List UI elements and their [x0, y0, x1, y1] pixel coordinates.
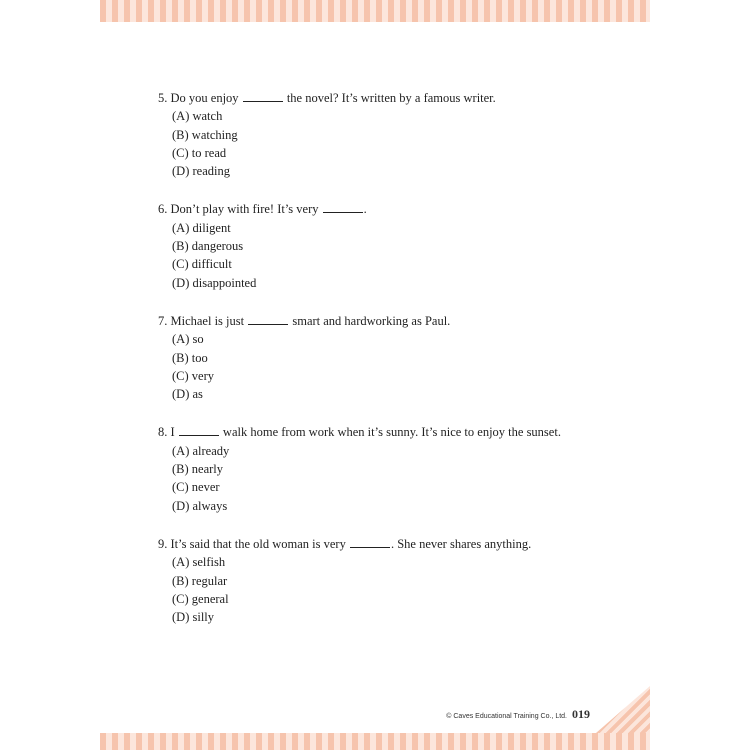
option-a: (A) so	[172, 332, 204, 347]
option-a: (A) diligent	[172, 220, 231, 235]
question-stem	[158, 200, 598, 218]
option-b: (B) nearly	[172, 462, 224, 477]
option-a: (A) watch	[172, 109, 223, 124]
stem-text-after: the novel? It’s written by a famous writer.	[286, 91, 496, 105]
copyright-notice: © Caves Educational Training Co., Ltd.	[446, 713, 567, 720]
stem-text-before: Michael is just	[170, 313, 245, 328]
answer-blank	[243, 90, 283, 102]
option-b: (B) regular	[172, 573, 228, 588]
question-list	[158, 89, 598, 646]
question-stem	[158, 89, 598, 107]
option-b: (B) too	[172, 350, 208, 365]
answer-blank	[179, 424, 219, 436]
option-c: (C) difficult	[172, 257, 232, 272]
option-c: (C) to read	[172, 145, 227, 160]
option-c: (C) very	[172, 368, 214, 383]
question-stem	[158, 423, 598, 441]
question-5	[158, 89, 598, 180]
page-number: 019	[572, 707, 590, 721]
question-7	[158, 312, 598, 403]
question-number: 5.	[158, 91, 168, 105]
option-d: (D) always	[172, 498, 228, 513]
stem-text-before: I	[170, 425, 175, 440]
stem-text-after: . She never shares anything.	[390, 536, 532, 551]
answer-blank	[323, 201, 363, 213]
stem-text-after: walk home from work when it’s sunny. It’s nice to enjoy the sunset.	[222, 425, 561, 440]
option-c: (C) never	[172, 480, 220, 495]
stem-text-after: .	[363, 202, 367, 217]
answer-blank	[248, 313, 288, 325]
question-9	[158, 535, 598, 626]
option-d: (D) disappointed	[172, 275, 257, 290]
question-8	[158, 423, 598, 514]
question-number: 6.	[158, 202, 168, 217]
stem-text-before: It’s said that the old woman is very	[170, 536, 346, 551]
question-number: 7.	[158, 313, 168, 328]
stem-text-before: Don’t play with fire! It’s very	[170, 202, 319, 217]
answer-blank	[350, 536, 390, 548]
option-d: (D) reading	[172, 164, 230, 179]
option-d: (D) silly	[172, 610, 215, 625]
question-stem	[158, 535, 598, 553]
option-a: (A) selfish	[172, 555, 226, 570]
question-number: 9.	[158, 536, 168, 551]
stem-text-before: Do you enjoy	[170, 91, 239, 105]
stem-text-after: smart and hardworking as Paul.	[292, 313, 451, 328]
top-decorative-stripe	[100, 0, 650, 22]
question-number: 8.	[158, 425, 168, 440]
option-a: (A) already	[172, 443, 230, 458]
page-footer	[420, 705, 590, 723]
bottom-decorative-stripe	[100, 733, 650, 750]
option-c: (C) general	[172, 591, 229, 606]
option-b: (B) watching	[172, 127, 238, 142]
option-b: (B) dangerous	[172, 239, 244, 254]
question-6	[158, 200, 598, 291]
question-stem	[158, 312, 598, 330]
option-d: (D) as	[172, 387, 203, 402]
